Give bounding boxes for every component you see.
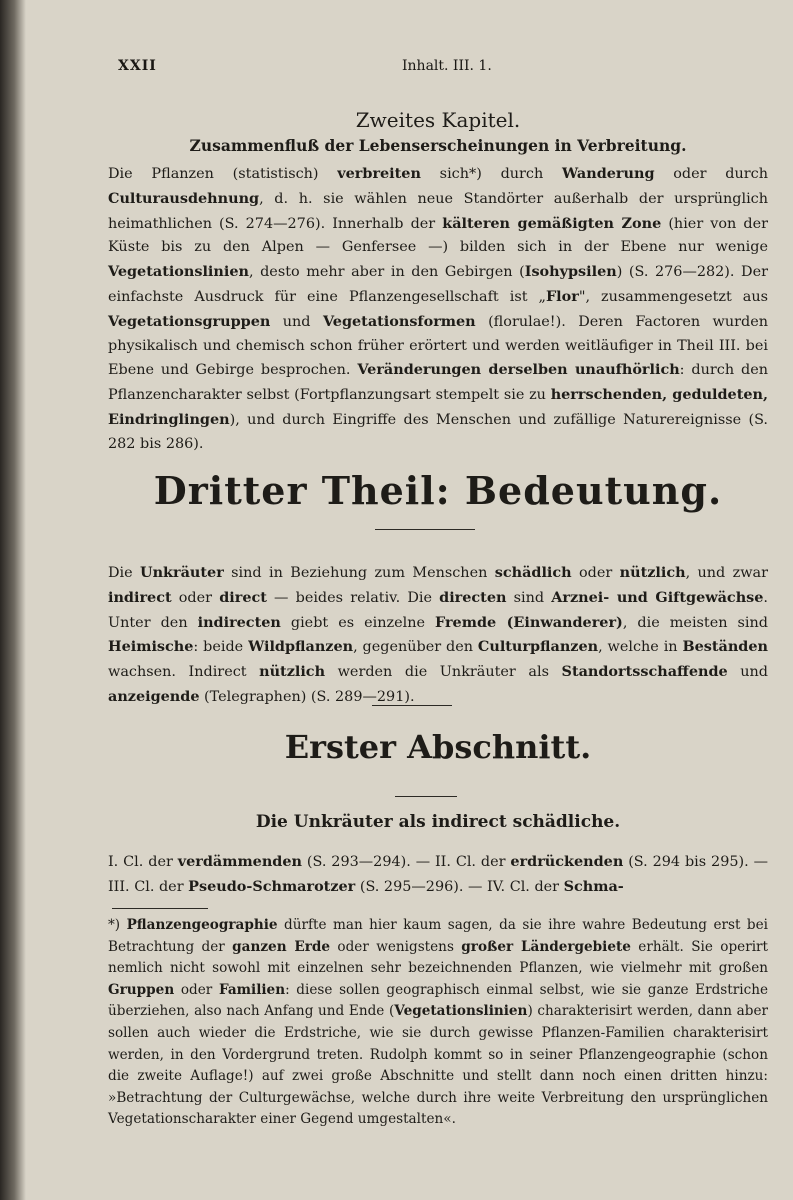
emphasis: Vegetationsgruppen [108,312,271,330]
emphasis: Vegetationslinien [108,263,249,281]
paragraph-verbreitung [108,162,768,457]
emphasis: schädlich [494,564,572,581]
text: ", zusammengesetzt aus [578,288,768,305]
emphasis: direct [219,588,267,606]
emphasis: großer Ländergebiete [461,938,631,955]
text: , gegenüber den [353,639,478,656]
emphasis: Arznei- und Giftgewächse [551,588,764,606]
text: erhält. Sie operirt nemlich nicht sowohl mit einzelnen sehr bezeichnenden Pflanzen, wie vielmehr mit großen [108,938,769,977]
emphasis: directen [439,588,507,606]
emphasis: Standortsschaffende [561,663,728,681]
text: (Telegraphen) (S. 289—291). [199,688,415,705]
part-title: Dritter Theil: Bedeutung. [153,468,723,513]
text: und [270,313,323,330]
emphasis: nützlich [619,564,686,581]
text: *) [108,917,127,933]
page-number: XXII [118,58,157,74]
text: oder [171,589,220,606]
emphasis: Gruppen [108,981,175,998]
section-title: Erster Abschnitt. [284,728,592,766]
chapter-subtitle: Zusammenfluß der Lebenserscheinungen in Verbreitung. [189,136,687,155]
emphasis: Flor [545,287,579,305]
footnote [108,915,768,1131]
text: sind in Beziehung zum Menschen [223,565,495,581]
text: werden die Unkräuter als [325,664,562,681]
emphasis: indirecten [197,613,281,631]
footnote-divider [112,908,208,909]
chapter-title: Zweites Kapitel. [355,108,521,132]
text: ) charakterisirt werden, dann aber sollen auch wieder die Erdstriche, wie sie durch gewisse Pflanzen-Familien charakterisirt werden, in den Vordergrund treten. Rudolph kommt so in seiner Pflanzengeographie (schon die zweite Auflage!) auf zwei große Abschnitte und stellt dann noch einen dritten hinzu: »Betrachtung der Culturgewächse, welche durch ihre weite Verbreitung den ursprünglichen Vegetationscharakter einer Gegend umgestalten«. [108,1003,768,1128]
emphasis: ganzen Erde [232,938,331,955]
text: oder wenigstens [330,938,462,955]
section-subtitle: Die Unkräuter als indirect schädliche. [255,812,621,832]
emphasis: anzeigende [108,687,200,705]
running-title: Inhalt. III. 1. [402,58,492,74]
text: giebt es einzelne [280,614,436,631]
text: I. Cl. der [108,854,178,870]
emphasis: Heimische [108,638,194,656]
text: oder durch [654,166,768,182]
emphasis: Unkräuter [140,564,224,581]
emphasis: Beständen [682,638,768,656]
emphasis: indirect [108,588,172,606]
text: sich*) durch [420,166,563,182]
text: oder [174,981,219,998]
text: . Unter den [108,589,768,631]
text: (hier von der Küste bis zu den Alpen — Genfersee —) bilden sich in der Ebene nur wenige [108,215,768,256]
text: , desto mehr aber in den Gebirgen ( [248,264,525,281]
paragraph-unkraeuter [108,561,768,710]
emphasis: verbreiten [337,165,421,182]
emphasis: Schma- [563,877,624,895]
emphasis: Pseudo-Schmarotzer [188,877,356,895]
emphasis: Isohypsilen [524,263,617,281]
text: sind [506,589,552,606]
text: und [727,664,768,681]
emphasis: Culturpflanzen [477,638,599,656]
page-edge-shadow [0,0,26,1200]
emphasis: Wanderung [562,165,655,182]
emphasis: Fremde (Einwanderer) [435,613,623,631]
emphasis: erdrückenden [510,853,624,870]
emphasis: kälteren gemäßigten Zone [442,214,662,232]
text: ) (S. 276—282). Der einfachste Ausdruck für eine Pflanzengesellschaft ist „ [108,264,768,305]
text: dürfte man hier kaum sagen, da sie ihre wahre Bedeutung erst bei Betrachtung der [108,917,769,955]
emphasis: Veränderungen derselben unaufhörlich [357,361,680,379]
divider [375,529,475,530]
emphasis: Vegetationslinien [394,1003,528,1020]
text: , d. h. sie wählen neue Standörter außerhalb der ursprünglich heimathlichen (S. 274—276). Innerhalb der [108,190,768,232]
divider [372,705,452,706]
text: (S. 294 bis 295). — III. Cl. der [108,854,768,895]
emphasis: herrschenden, geduldeten, Eindringlingen [108,386,768,428]
text: — beides relativ. Die [266,589,440,606]
emphasis: Pflanzengeographie [126,917,278,933]
text: : beide [193,639,249,656]
text: , und zwar [685,565,769,581]
text: : durch den Pflanzencharakter selbst (Fortpflanzungsart stempelt sie zu [108,362,768,404]
text: oder [571,565,620,581]
emphasis: verdämmenden [177,853,302,870]
emphasis: Familien [218,981,286,998]
text: (S. 293—294). — II. Cl. der [301,854,511,870]
emphasis: Wildpflanzen [248,638,354,656]
divider [395,796,457,797]
text: (S. 295—296). — IV. Cl. der [355,878,564,895]
text: Die Pflanzen (statistisch) [108,166,338,182]
text: ), und durch Eingriffe des Menschen und zufällige Naturereignisse (S. 282 bis 286). [108,411,768,452]
emphasis: Culturausdehnung [108,189,260,207]
emphasis: nützlich [259,663,326,681]
text: , die meisten sind [622,614,768,631]
text: wachsen. Indirect [108,664,260,681]
text: (florulae!). Deren Factoren wurden physikalisch und chemisch schon früher erörtert und werden weitläufiger in Theil III. bei Ebene und Gebirge besprochen. [108,313,768,379]
paragraph-classes [108,850,768,900]
text: Die [108,565,141,581]
text: , welche in [598,639,683,656]
text: : diese sollen geographisch einmal selbst, wie sie ganze Erdstriche überziehen, also nach Anfang und Ende ( [108,981,768,1020]
emphasis: Vegetationsformen [322,312,476,330]
